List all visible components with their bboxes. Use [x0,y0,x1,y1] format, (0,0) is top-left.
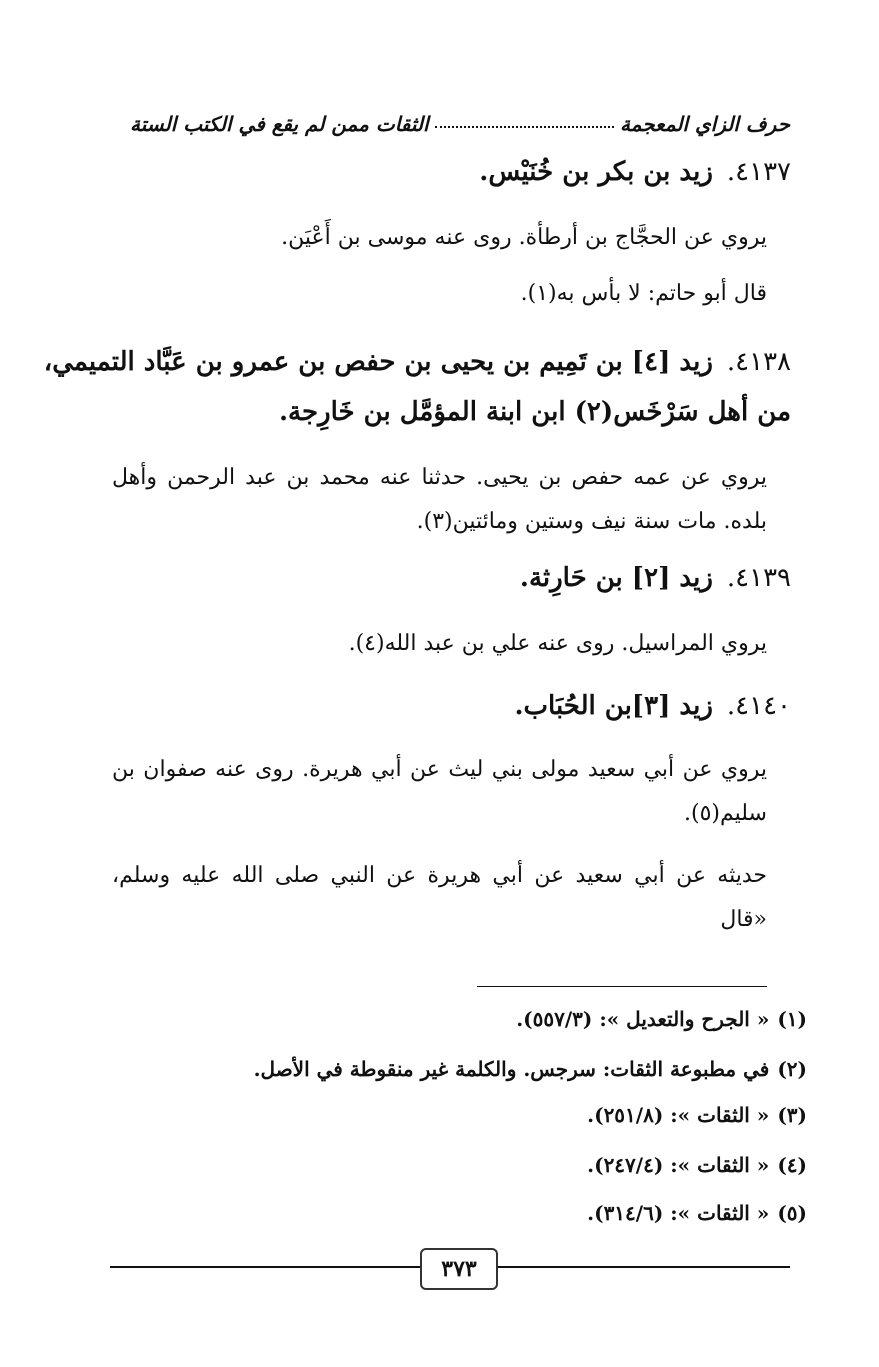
footnote-number: (٢) [777,1057,807,1081]
footnote-number: (٤) [777,1153,807,1177]
footnote-text: « الجرح والتعديل »: (٥٥٧/٣). [516,1007,770,1031]
footnote [120,1004,807,1034]
footnote-separator [477,986,767,987]
entry-title [43,340,791,384]
header-dots [435,126,614,128]
footnote-number: (١) [777,1007,807,1031]
footnote-number: (٣) [777,1103,807,1127]
entry-paragraph: يروي المراسيل. روى عنه علي بن عبد الله(٤). [348,631,767,656]
entry-title [110,150,791,194]
entry-number: ٤١٤٠. [726,691,791,721]
running-header [130,96,790,136]
header-book-title: الثقات ممن لم يقع في الكتب الستة [130,112,429,136]
footnote-number: (٥) [777,1201,807,1225]
page-number: ٣٧٣ [420,1248,498,1290]
footnote [120,1054,807,1084]
entry-title [110,684,791,728]
entry-paragraph: حديثه عن أبي سعيد عن أبي هريرة عن النبي صلى الله عليه وسلم، «قال [112,863,767,932]
entry-number: ٤١٣٧. [726,157,791,187]
entry-title [110,556,791,600]
page-footer-rule-left [110,1266,420,1268]
footnote-text: « الثقات »: (٢٤٧/٤). [587,1153,770,1177]
page-footer-rule-right [495,1266,790,1268]
entry-paragraph: يروي عن عمه حفص بن يحيى. حدثنا عنه محمد بن عبد الرحمن وأهل بلده. مات سنة نيف وستين ومائتين(٣). [112,465,767,534]
entry-paragraph: يروي عن الحجَّاج بن أرطأة. روى عنه موسى بن أَعْيَن. [281,225,767,250]
entry-name: زيد [٢] بن حَارِثة. [519,563,713,593]
entry-paragraph: يروي عن أبي سعيد مولى بني ليث عن أبي هريرة. روى عنه صفوان بن سليم(٥). [112,757,767,826]
entry-title-continued: من أهل سَرْخَس(٢) ابن ابنة المؤمَّل بن خَارِجة. [278,397,791,427]
entry-number: ٤١٣٨. [726,347,791,377]
footnote [120,1198,807,1228]
header-chapter: حرف الزاي المعجمة [619,112,790,136]
footnote [120,1150,807,1180]
entry-number: ٤١٣٩. [726,563,791,593]
footnote [120,1100,807,1130]
entry-name: زيد بن بكر بن خُنَيْس. [479,157,713,187]
entry-paragraph: قال أبو حاتم: لا بأس به(١). [520,281,767,306]
footnote-text: « الثقات »: (٢٥١/٨). [587,1103,770,1127]
entry-name: زيد [٣]بن الحُبَاب. [514,691,713,721]
entry-name: زيد [٤] بن تَمِيم بن يحيى بن حفص بن عمرو بن عَبَّاد التميمي، [43,347,713,377]
footnote-text: في مطبوعة الثقات: سرجس. والكلمة غير منقوطة في الأصل. [253,1057,770,1081]
footnote-text: « الثقات »: (٣١٤/٦). [587,1201,770,1225]
